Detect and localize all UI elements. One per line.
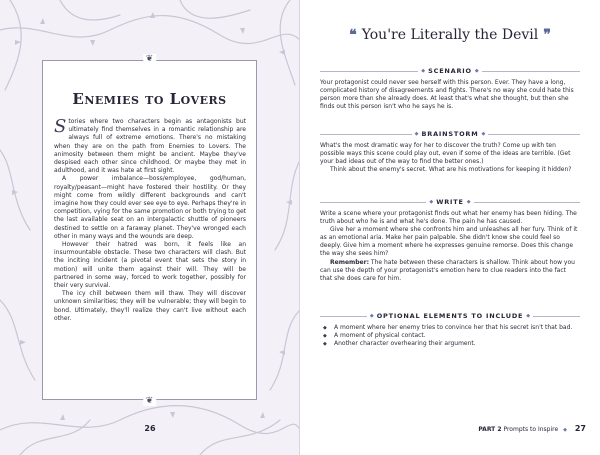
chapter-title: Enemies to Lovers <box>72 90 227 108</box>
diamond-icon: ◆ <box>526 313 531 319</box>
scenario-text: Your protagonist could never see herself with this person. Ever. They have a long, complicated history of disagreements and fights. There's no way she could hate this person more than she already does. At least that's what she thought, but then she finds out this person isn't who he says he is. <box>320 79 574 111</box>
diamond-icon: ◆ <box>421 68 426 74</box>
paragraph: The icy chill between them will thaw. They will discover unknown similarities; they will be vulnerable; they will begin to bond. Ultimately, they'll realize they can't live without each other. <box>54 290 246 322</box>
ornament-icon: ❦ <box>143 396 157 406</box>
close-quote-icon: ❞ <box>543 27 551 43</box>
diamond-icon: ◆ <box>474 68 479 74</box>
diamond-icon: ◆ <box>429 199 434 205</box>
list-item: ◆ Another character overhearing their argument. <box>323 340 476 348</box>
brainstorm-text: What's the most dramatic way for her to discover the truth? Come up with ten possible ways this scene could play out, even if some of the ideas are terrible. (Get your bad ideas out of the way to find the better ones.) Think about the enemy's secret. What are his motivations for keeping it hidden? <box>320 142 572 174</box>
paragraph: However their hatred was born, it feels like an insurmountable obstacle. These two characters will clash. But the inciting incident (a pivotal event that sets the story in motion) will unite them against their will. They will be partnered in some way, forced to work together, possibly for their very survival. <box>54 241 246 290</box>
write-heading: ◆ WRITE ◆ <box>320 198 580 206</box>
write-text: Write a scene where your protagonist finds out what her enemy has been hiding. The truth about who he is and what he's done. The pain he has caused. Give her a moment where she confronts him and unleashes all her fury. Think of it as an emotional aria. Make her pain palpable. She didn't know she could feel so deeply. Give him a moment where he expresses genuine remorse. Does this change the way she sees him? Remember: The hate between these characters is shallow. Think about how you can use the depth of your protagonist's emotion here to clue readers into the fact that she does care for him. <box>320 210 580 283</box>
page-number-right: 27 <box>574 424 586 433</box>
chapter-body <box>54 118 246 323</box>
diamond-icon: ◆ <box>414 131 419 137</box>
prompt-title <box>312 24 588 43</box>
prompt-title-text: You're Literally the Devil <box>361 27 539 43</box>
paragraph: A power imbalance—boss/employee, god/human, royalty/peasant—might have fostered their hostility. Or they might come from wildly different backgrounds and can't imagine how they could ever see eye to eye. Perhaps they're in competition, vying for the same promotion or both trying to get the last available seat on an intergalactic shuttle of pioneers destined to settle on a faraway planet. They've wronged each other in many ways and the wounds are deep. <box>54 175 246 240</box>
list-item: ◆ A moment of physical contact. <box>323 332 426 340</box>
scenario-heading: ◆ SCENARIO ◆ <box>320 67 580 75</box>
list-item: ◆ A moment where her enemy tries to convince her that his secret isn't that bad. <box>323 324 573 331</box>
brainstorm-heading: ◆ BRAINSTORM ◆ <box>320 130 580 138</box>
diamond-icon: ◆ <box>481 131 486 137</box>
remember-note: Remember: The hate between these characters is shallow. Think about how you can use the depth of your protagonist's emotion here to clue readers into the fact that she does care for him. <box>320 258 575 282</box>
diamond-icon: ◆ <box>369 313 374 319</box>
diamond-icon: ◆ <box>563 427 567 433</box>
diamond-bullet-icon: ◆ <box>323 341 327 348</box>
right-page <box>300 0 600 455</box>
optional-heading: ◆ OPTIONAL ELEMENTS TO INCLUDE ◆ <box>320 312 580 320</box>
page-number-left: 26 <box>144 424 156 433</box>
diamond-bullet-icon: ◆ <box>323 333 327 340</box>
diamond-bullet-icon: ◆ <box>323 325 327 331</box>
open-quote-icon: ❝ <box>349 27 357 43</box>
diamond-icon: ◆ <box>466 199 471 205</box>
drop-cap: S <box>54 116 67 137</box>
optional-list <box>320 324 580 348</box>
running-footer: PART 2 Prompts to Inspire ◆ 27 <box>478 424 586 433</box>
paragraph: Stories where two characters begin as antagonists but ultimately find themselves in a romantic relationship are always full of extreme emotions. There's no mistaking when they are on the path from Enemies to Lovers. The animosity between them might be ancient. Maybe they've despised each other since childhood. Or maybe they met in adulthood, and it was hate at first sight. <box>54 116 246 175</box>
ornament-icon: ❦ <box>143 54 157 64</box>
